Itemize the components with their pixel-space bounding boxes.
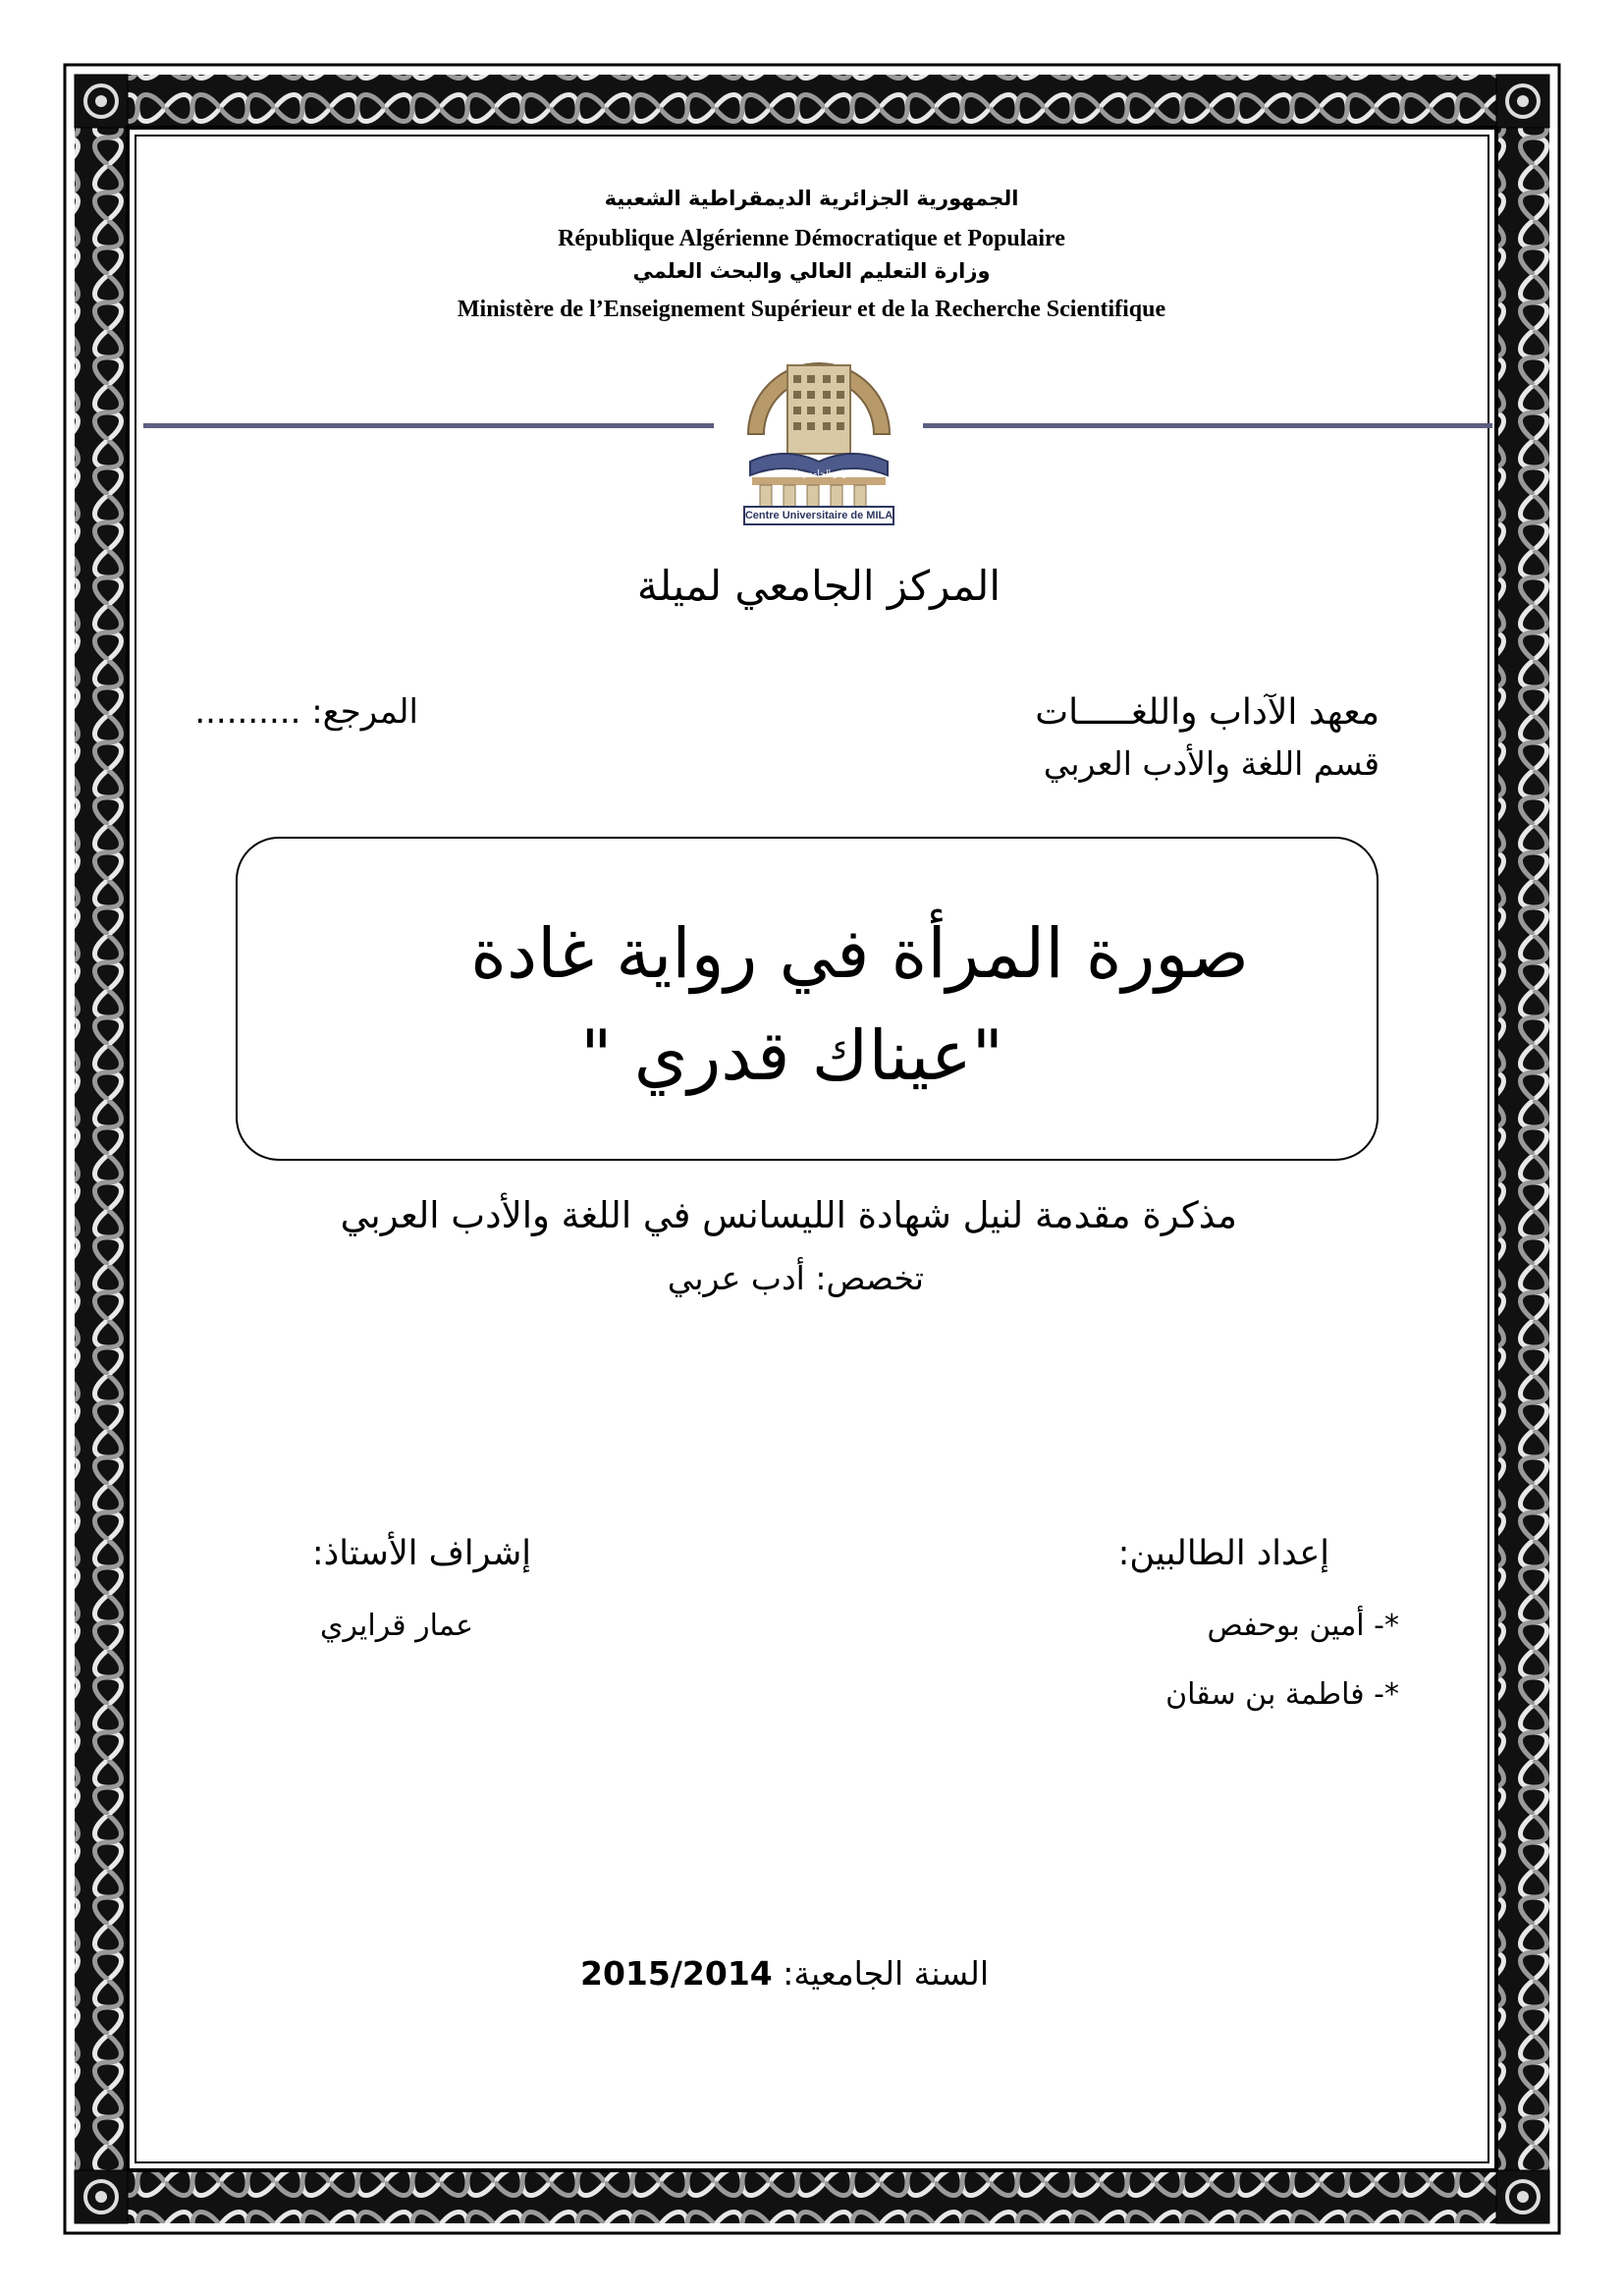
- republic-arabic: الجمهورية الجزائرية الديمقراطية الشعبية: [604, 187, 1019, 210]
- thesis-title-box: [236, 837, 1379, 1161]
- student-name-2: *- فاطمة بن سقان: [1165, 1677, 1399, 1712]
- thesis-purpose: مذكرة مقدمة لنيل شهادة الليسانس في اللغة والأدب العربي: [340, 1194, 1237, 1236]
- institute-name: معهد الآداب واللغـــــات: [1035, 692, 1380, 733]
- academic-year: [580, 1954, 989, 1993]
- specialty: تخصص: أدب عربي: [667, 1259, 924, 1297]
- thesis-title-line-1: صورة المرأة في رواية غادة: [470, 913, 1249, 994]
- department-name: قسم اللغة والأدب العربي: [1043, 744, 1380, 783]
- ministry-french: Ministère de l’Enseignement Supérieur et de la Recherche Scientifique: [457, 297, 1166, 322]
- supervisor-label: إشراف الأستاذ:: [311, 1534, 531, 1573]
- university-logo: [730, 336, 907, 526]
- republic-french: République Algérienne Démocratique et Populaire: [558, 226, 1065, 251]
- supervisor-name: عمار قرايري: [319, 1609, 473, 1643]
- student-name-1: *- أمين بوحفص: [1207, 1609, 1399, 1643]
- logo-caption: Centre Universitaire de MILA: [744, 510, 893, 521]
- academic-year-label: السنة الجامعية:: [783, 1954, 989, 1993]
- logo-banner-text: المركز الجامعي لميلة: [780, 469, 858, 479]
- students-label: إعداد الطالبين:: [1117, 1534, 1329, 1573]
- institution-name: المركز الجامعي لميلة: [636, 562, 1001, 610]
- header-rule-left: [143, 423, 714, 428]
- header-rule-right: [923, 423, 1492, 428]
- ministry-arabic: وزارة التعليم العالي والبحث العلمي: [632, 259, 991, 283]
- academic-year-value: 2015/2014: [580, 1954, 773, 1993]
- reference-field: المرجع: ..........: [194, 692, 418, 732]
- thesis-title-line-2: "عيناك قدري ": [580, 1015, 1003, 1096]
